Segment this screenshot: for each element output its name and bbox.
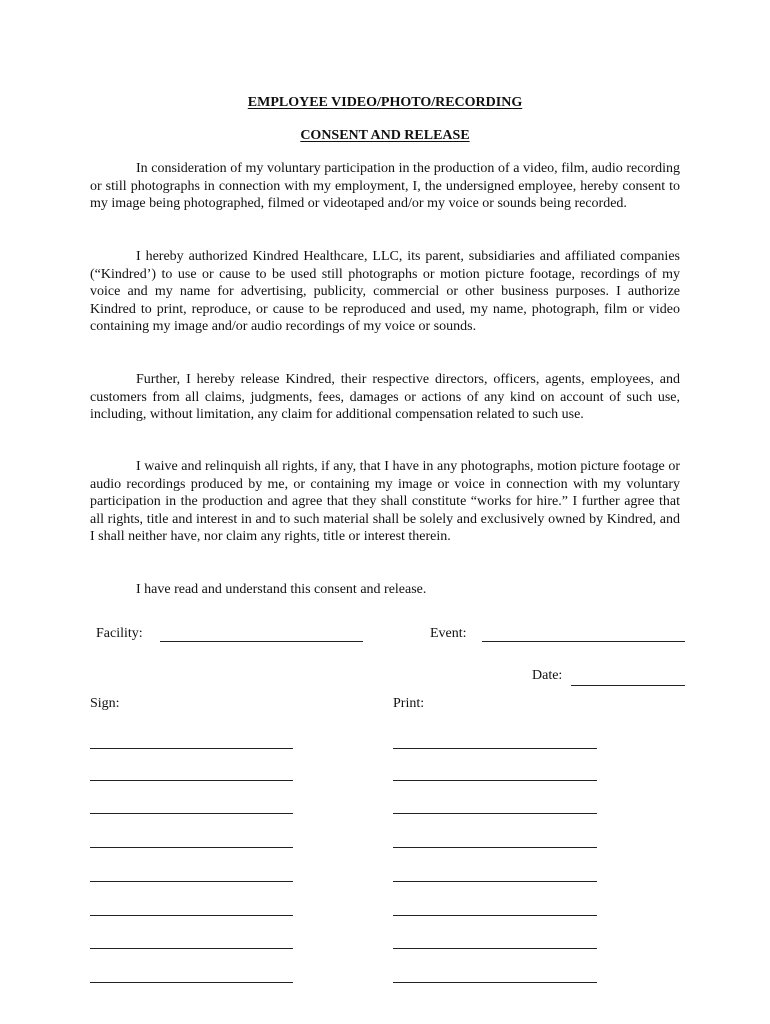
facility-field[interactable] <box>160 641 363 642</box>
date-field[interactable] <box>571 685 685 686</box>
document-title: EMPLOYEE VIDEO/PHOTO/RECORDING <box>247 95 523 110</box>
print-name-line[interactable] <box>393 948 597 949</box>
facility-label: Facility: <box>96 626 143 641</box>
signature-line[interactable] <box>90 915 293 916</box>
date-label: Date: <box>532 668 563 683</box>
print-name-line[interactable] <box>393 881 597 882</box>
print-name-line[interactable] <box>393 847 597 848</box>
signature-line[interactable] <box>90 982 293 983</box>
signature-line[interactable] <box>90 881 293 882</box>
paragraph-waiver: I waive and relinquish all rights, if any, that I have in any photographs, motion picture footage or audio recordings produced by me, or containing my image or voice in connection with my voluntary participation in the production and agree that they shall constitute “works for hire.” I further agree that all rights, title and interest in and to such material shall be solely and exclusively owned by Kindred, and I shall neither have, nor claim any rights, title or interest therein. <box>90 459 680 544</box>
paragraph-authorization: I hereby authorized Kindred Healthcare, LLC, its parent, subsidiaries and affiliated companies (“Kindred’) to use or cause to be used still photographs or motion picture footage, recordings of my voice and my name for advertising, publicity, commercial or other business purposes. I authorize Kindred to print, reproduce, or cause to be reproduced and used, my name, photograph, film or video containing my image and/or audio recordings of my voice or sounds. <box>90 249 680 334</box>
paragraph-consideration: In consideration of my voluntary participation in the production of a video, film, audio recording or still photographs in connection with my employment, I, the undersigned employee, hereby consent to my image being photographed, filmed or videotaped and/or my voice or sounds being recorded. <box>90 161 680 211</box>
signature-line[interactable] <box>90 847 293 848</box>
event-label: Event: <box>430 626 467 641</box>
signature-line[interactable] <box>90 813 293 814</box>
paragraph-acknowledgement: I have read and understand this consent and release. <box>136 582 427 597</box>
print-name-line[interactable] <box>393 748 597 749</box>
paragraph-release: Further, I hereby release Kindred, their respective directors, officers, agents, employees, and customers from all claims, judgments, fees, damages or actions of any kind on account of such use, including, without limitation, any claim for additional compensation related to such use. <box>90 372 680 422</box>
sign-label: Sign: <box>90 696 120 711</box>
event-field[interactable] <box>482 641 685 642</box>
document-subtitle: CONSENT AND RELEASE <box>300 128 470 143</box>
signature-line[interactable] <box>90 748 293 749</box>
signature-line[interactable] <box>90 780 293 781</box>
print-name-line[interactable] <box>393 915 597 916</box>
print-label: Print: <box>393 696 425 711</box>
print-name-line[interactable] <box>393 813 597 814</box>
signature-line[interactable] <box>90 948 293 949</box>
print-name-line[interactable] <box>393 982 597 983</box>
print-name-line[interactable] <box>393 780 597 781</box>
